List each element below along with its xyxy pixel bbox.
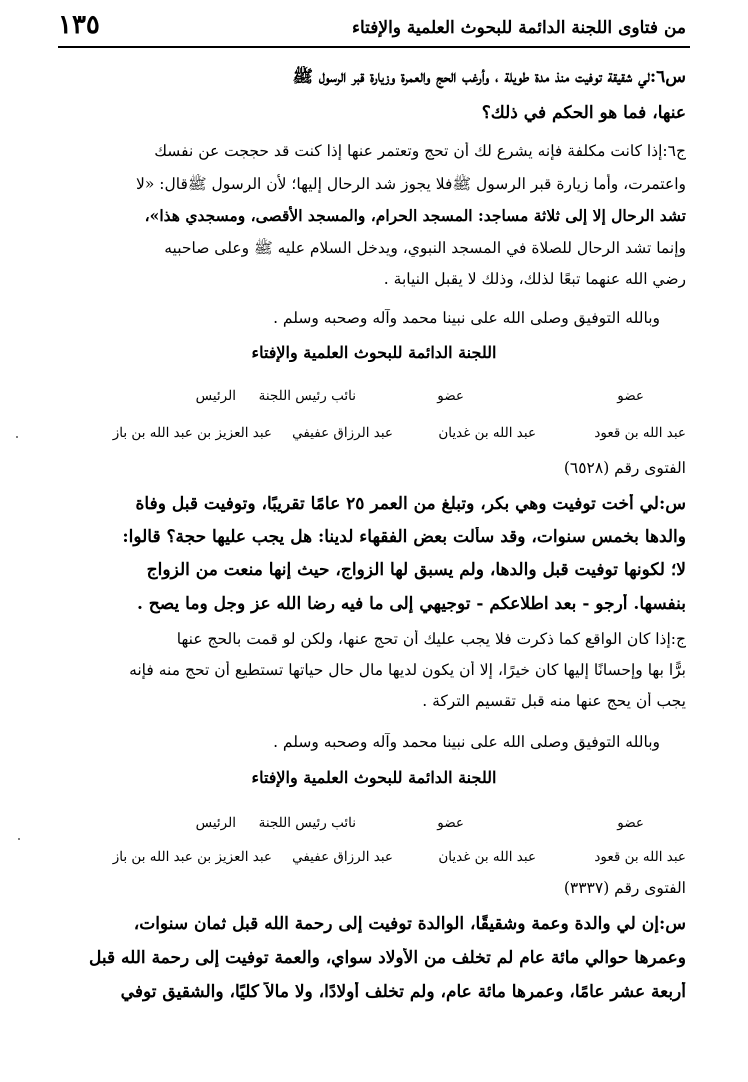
answer-6-line-5: رضي الله عنهما تبعًا لذلك، وذلك لا يقبل النيابة . (383, 270, 686, 288)
question-6-line-1: س٦:لي شقيقة توفيت منذ مدة طويلة ، وأرغب الحج والعمرة وزيارة قبر الرسول ﷺ (292, 67, 686, 87)
signature-names-2 (60, 849, 686, 871)
sig-title-vice-chair: نائب رئيس اللجنة (258, 815, 356, 831)
question-2-line-3: لا؛ لكونها توفيت قبل والدها، ولم يسبق لها الزواج، حيث إنها منعت من الزواج (146, 560, 686, 580)
sig-title-member-2: عضو (437, 815, 464, 831)
sig-name-4: عبد العزيز بن عبد الله بن باز (112, 849, 272, 865)
answer-2-line-3: يجب أن يحج عنها منه قبل تقسيم التركة . (422, 692, 686, 710)
answer-6-line-1: ج٦:إذا كانت مكلفة فإنه يشرع لك أن تحج وتعتمر عنها إذا كنت قد حججت عن نفسك (154, 142, 686, 160)
sig-title-chair: الرئيس (195, 388, 236, 404)
signature-titles-2 (60, 815, 686, 837)
question-2-line-1: س:لي أخت توفيت وهي بكر، وتبلغ من العمر ٢٥ عامًا تقريبًا، وتوفيت قبل وفاة (135, 494, 686, 514)
question-2-line-2: والدها بخمس سنوات، وقد سألت بعض الفقهاء لدينا: هل يجب عليها حجة؟ قالوا: (122, 527, 686, 547)
question-3-line-1: س:إن لي والدة وعمة وشقيقًا، الوالدة توفيت إلى رحمة الله قبل ثمان سنوات، (133, 914, 686, 934)
scan-speck (16, 436, 18, 438)
fatwa-number-2: الفتوى رقم (٣٣٣٧) (563, 879, 686, 897)
sig-name-3: عبد الرزاق عفيفي (292, 425, 393, 441)
closing-line-2: وبالله التوفيق وصلى الله على نبينا محمد وآله وصحبه وسلم . (273, 733, 660, 751)
answer-2-line-1: ج:إذا كان الواقع كما ذكرت فلا يجب عليك أن تحج عنها، ولكن لو قمت بالحج عنها (176, 630, 686, 648)
signature-names-1 (60, 425, 686, 447)
fatwa-number-1: الفتوى رقم (٦٥٢٨) (563, 459, 686, 477)
question-3-line-3: أربعة عشر عامًا، وعمرها مائة عام، ولم تخلف أولادًا، ولا مالاً كليًا، والشقيق توفي (120, 982, 686, 1002)
sig-name-2: عبد الله بن غديان (438, 425, 536, 441)
question-6-line-2: عنها، فما هو الحكم في ذلك؟ (481, 103, 686, 123)
sig-name-2: عبد الله بن غديان (438, 849, 536, 865)
committee-heading-1: اللجنة الدائمة للبحوث العلمية والإفتاء (251, 343, 497, 362)
closing-line-1: وبالله التوفيق وصلى الله على نبينا محمد وآله وصحبه وسلم . (273, 309, 660, 327)
answer-6-line-2: واعتمرت، وأما زيارة قبر الرسول ﷺفلا يجوز شد الرحال إليها؛ لأن الرسول ﷺقال: «لا (136, 175, 686, 193)
answer-6-line-4: وإنما تشد الرحال للصلاة في المسجد النبوي، ويدخل السلام عليه ﷺ وعلى صاحبيه (164, 239, 686, 257)
sig-title-member-1: عضو (617, 815, 644, 831)
header-title: من فتاوى اللجنة الدائمة للبحوث العلمية والإفتاء (351, 18, 686, 38)
header-divider (58, 46, 690, 48)
running-header (58, 12, 686, 44)
page-number: ١٣٥ (58, 10, 100, 40)
sig-title-vice-chair: نائب رئيس اللجنة (258, 388, 356, 404)
committee-heading-2: اللجنة الدائمة للبحوث العلمية والإفتاء (251, 768, 497, 787)
sig-name-4: عبد العزيز بن عبد الله بن باز (112, 425, 272, 441)
scan-speck (18, 838, 20, 840)
sig-title-member-1: عضو (617, 388, 644, 404)
answer-6-line-3: تشد الرحال إلا إلى ثلاثة مساجد: المسجد الحرام، والمسجد الأقصى، ومسجدي هذا»، (144, 206, 686, 225)
signature-titles-1 (60, 388, 686, 410)
question-2-line-4: بنفسها. أرجو - بعد اطلاعكم - توجيهي إلى ما فيه رضا الله عز وجل وما يصح . (136, 594, 686, 614)
answer-2-line-2: برًّا بها وإحسانًا إليها كان خيرًا، إلا أن يكون لديها مال حال حياتها تستطيع أن تحج منه فإنه (129, 661, 686, 679)
question-3-line-2: وعمرها حوالي مائة عام لم تخلف من الأولاد سواي، والعمة توفيت إلى رحمة الله قبل (88, 948, 686, 968)
sig-title-chair: الرئيس (195, 815, 236, 831)
sig-name-1: عبد الله بن قعود (594, 849, 686, 865)
sig-title-member-2: عضو (437, 388, 464, 404)
sig-name-1: عبد الله بن قعود (594, 425, 686, 441)
sig-name-3: عبد الرزاق عفيفي (292, 849, 393, 865)
